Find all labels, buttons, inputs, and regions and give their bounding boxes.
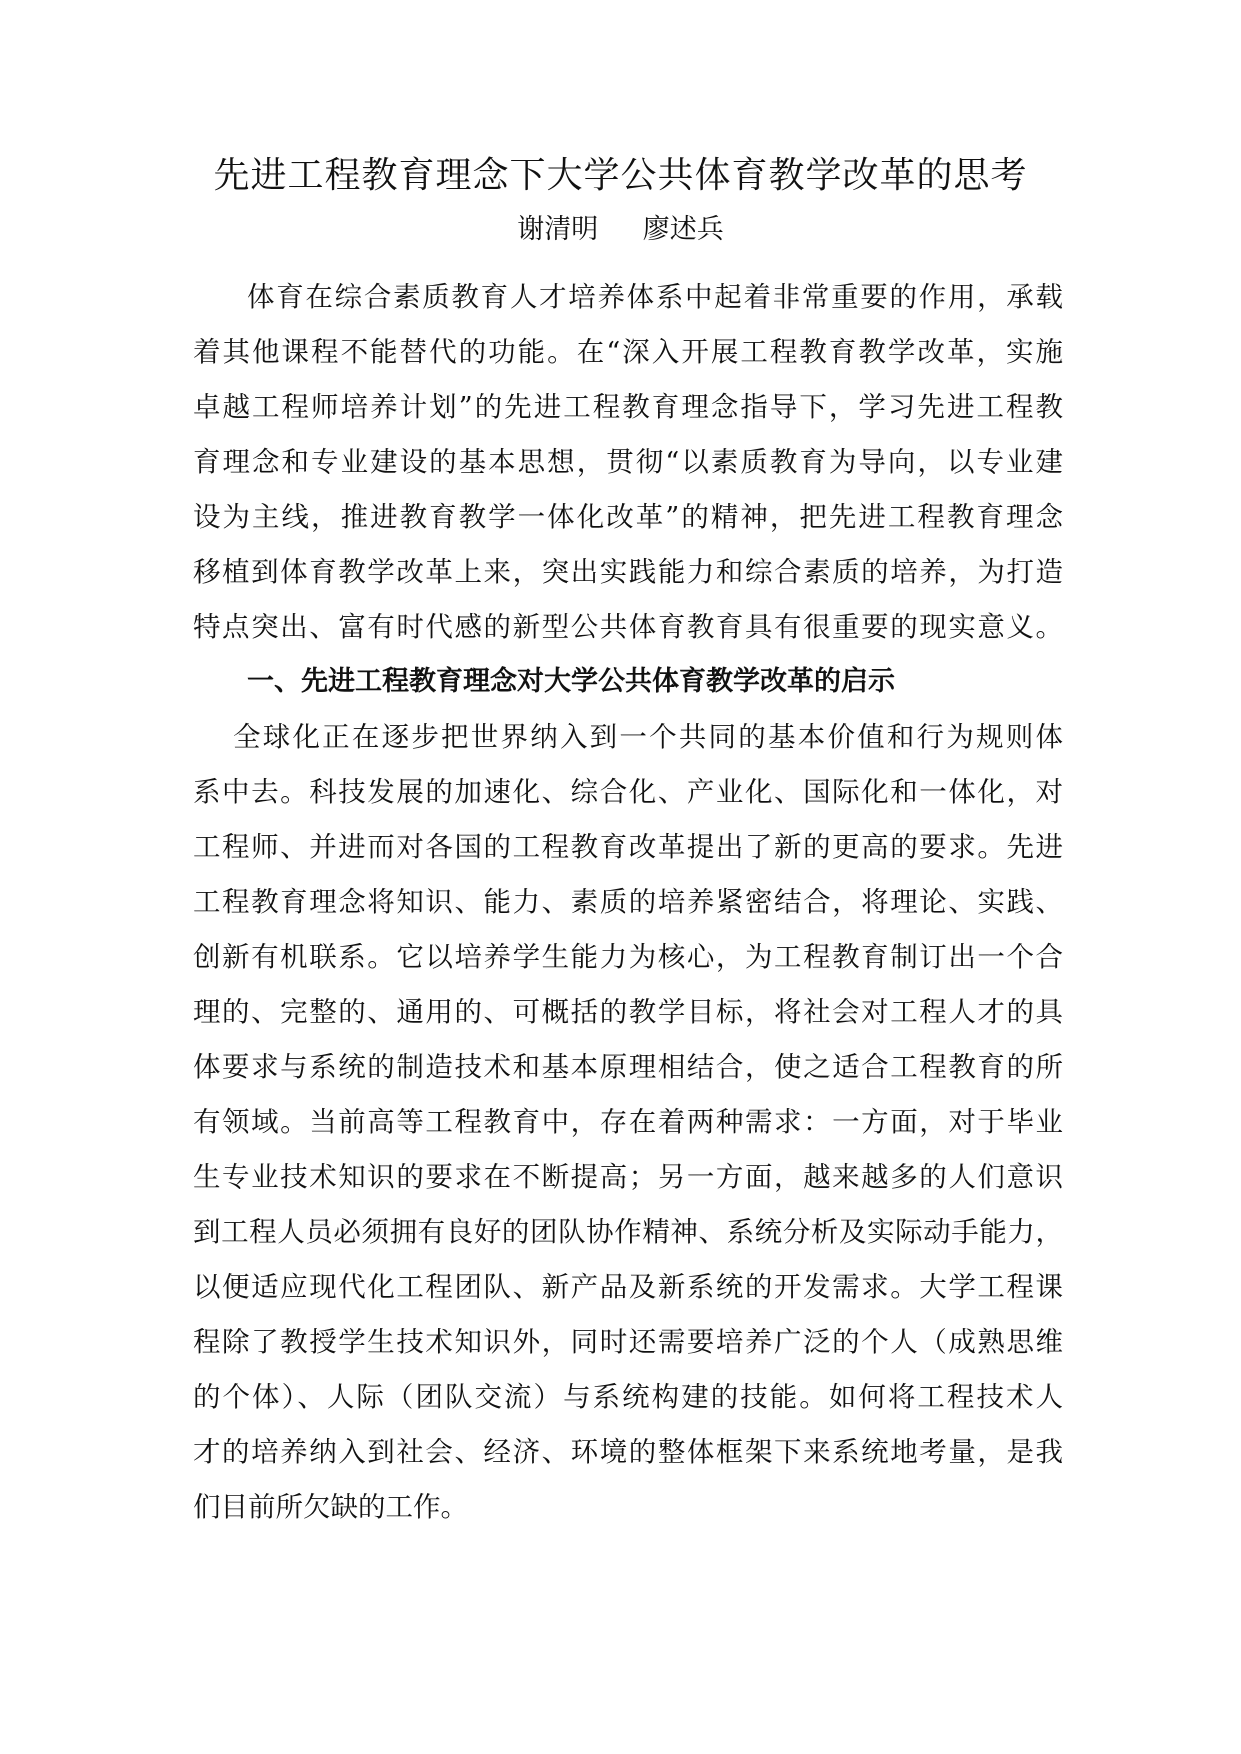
paragraph-line: 系中去。科技发展的加速化、综合化、产业化、国际化和一体化，对	[193, 776, 1063, 808]
paragraph-line: 以便适应现代化工程团队、新产品及新系统的开发需求。大学工程课	[193, 1271, 1063, 1303]
paragraph-line: 工程师、并进而对各国的工程教育改革提出了新的更高的要求。先进	[193, 831, 1063, 863]
paragraph-line: 设为主线，推进教育教学一体化改革”的精神，把先进工程教育理念	[193, 501, 1063, 533]
paragraph-line: 的个体）、人际（团队交流）与系统构建的技能。如何将工程技术人	[193, 1381, 1063, 1413]
paragraph-line: 工程教育理念将知识、能力、素质的培养紧密结合，将理论、实践、	[193, 886, 1063, 918]
author-line	[0, 210, 1241, 250]
author-name: 谢清明	[517, 214, 599, 245]
paragraph-line: 创新有机联系。它以培养学生能力为核心，为工程教育制订出一个合	[193, 941, 1063, 973]
document-title: 先进工程教育理念下大学公共体育教学改革的思考	[213, 155, 1028, 196]
paragraph-line: 卓越工程师培养计划”的先进工程教育理念指导下，学习先进工程教	[193, 391, 1063, 423]
paragraph-line: 程除了教授学生技术知识外，同时还需要培养广泛的个人（成熟思维	[193, 1326, 1063, 1358]
paragraph-line: 体育在综合素质教育人才培养体系中起着非常重要的作用，承载	[247, 281, 1063, 313]
paragraph-line: 移植到体育教学改革上来，突出实践能力和综合素质的培养，为打造	[193, 556, 1063, 588]
paragraph-line: 才的培养纳入到社会、经济、环境的整体框架下来系统地考量，是我	[193, 1436, 1063, 1468]
paragraph-line: 特点突出、富有时代感的新型公共体育教育具有很重要的现实意义。	[193, 611, 1063, 643]
paragraph-line: 到工程人员必须拥有良好的团队协作精神、系统分析及实际动手能力，	[193, 1216, 1063, 1248]
paragraph-line: 有领域。当前高等工程教育中，存在着两种需求：一方面，对于毕业	[193, 1106, 1063, 1138]
paragraph-line: 体要求与系统的制造技术和基本原理相结合，使之适合工程教育的所	[193, 1051, 1063, 1083]
author-name: 廖述兵	[642, 214, 724, 245]
paragraph-line: 育理念和专业建设的基本思想，贯彻“以素质教育为导向，以专业建	[193, 446, 1063, 478]
paragraph-line: 生专业技术知识的要求在不断提高；另一方面，越来越多的人们意识	[193, 1161, 1063, 1193]
section-heading: 一、先进工程教育理念对大学公共体育教学改革的启示	[247, 666, 895, 697]
paragraph-line: 们目前所欠缺的工作。	[193, 1491, 468, 1523]
paragraph-line: 全球化正在逐步把世界纳入到一个共同的基本价值和行为规则体	[233, 721, 1063, 753]
paragraph-line: 理的、完整的、通用的、可概括的教学目标，将社会对工程人才的具	[193, 996, 1063, 1028]
paragraph-line: 着其他课程不能替代的功能。在“深入开展工程教育教学改革，实施	[193, 336, 1063, 368]
